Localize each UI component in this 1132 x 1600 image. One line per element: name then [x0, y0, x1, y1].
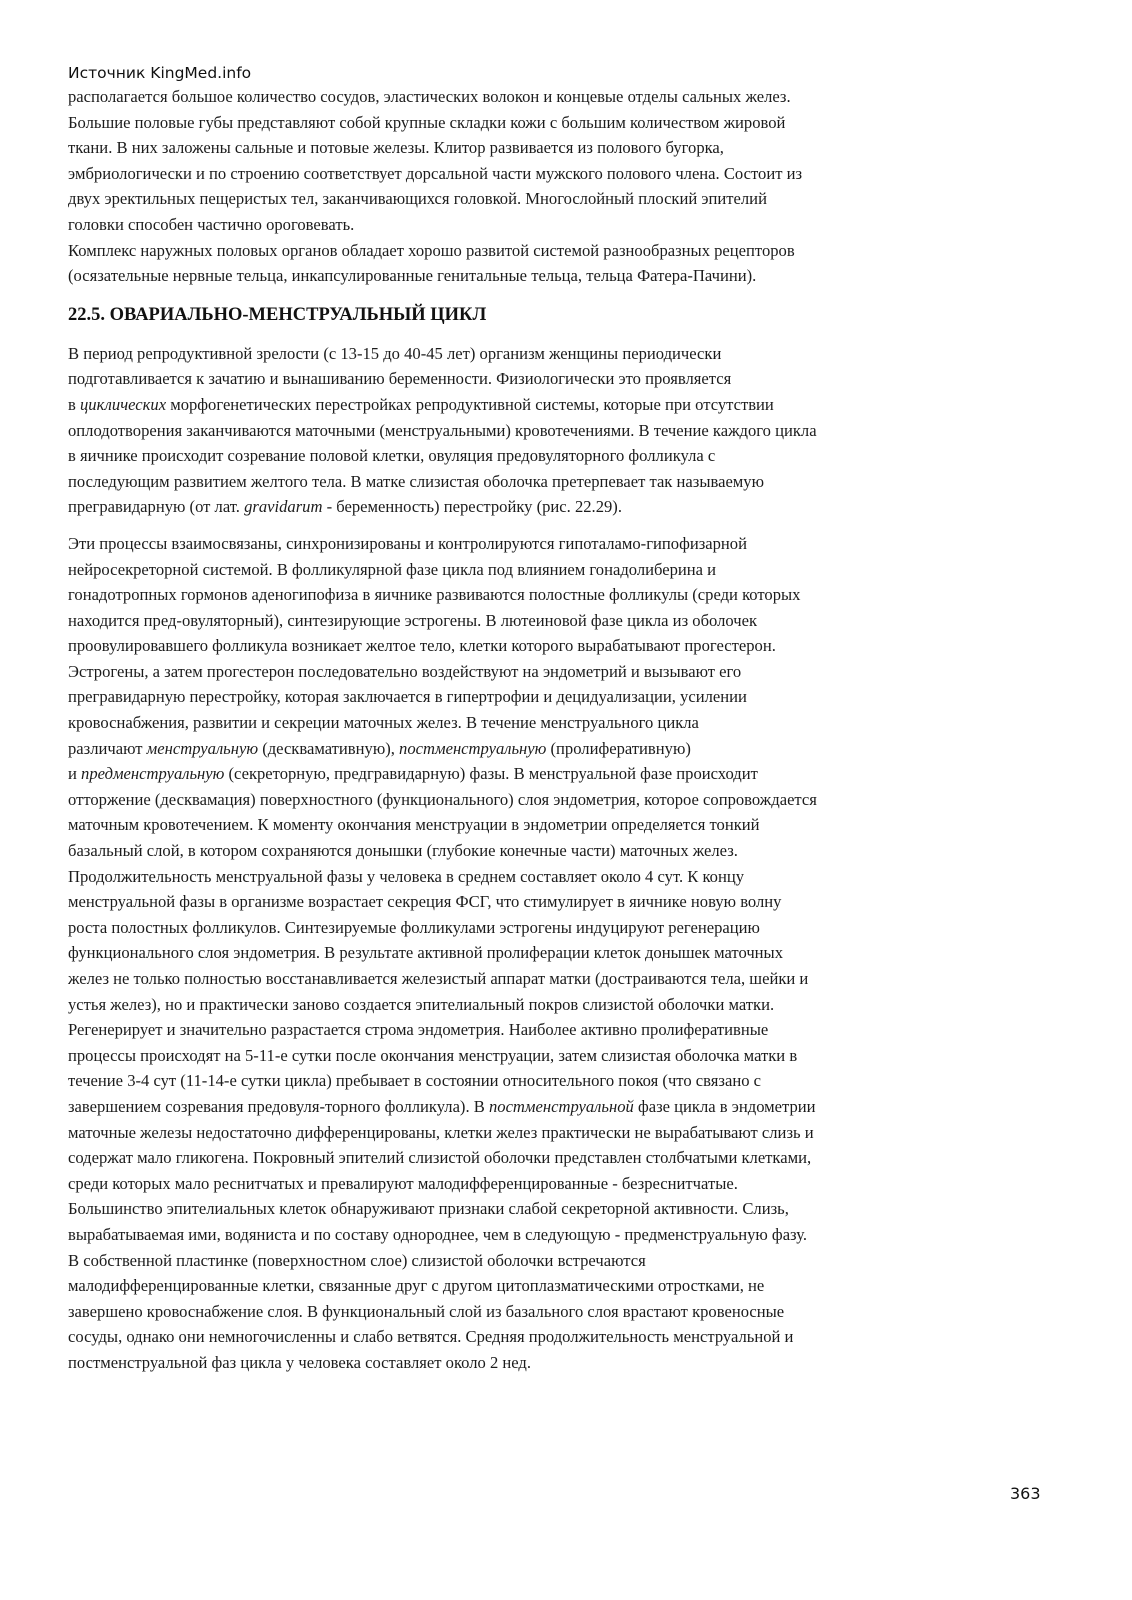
text-line: ткани. В них заложены сальные и потовые железы. Клитор развивается из полового бугорка,	[68, 138, 724, 158]
text-line: подготавливается к зачатию и вынашиванию беременности. Физиологически это проявляется	[68, 369, 732, 389]
italic-term: менструальную	[146, 738, 259, 758]
italic-term: предменструальную	[81, 764, 225, 784]
text-line: (осязательные нервные тельца, инкапсулированные генитальные тельца, тельца Фатера-Пачини).	[68, 266, 757, 286]
section-heading: 22.5. ОВАРИАЛЬНО-МЕНСТРУАЛЬНЫЙ ЦИКЛ	[68, 304, 487, 325]
text-line: функционального слоя эндометрия. В результате активной пролиферации клеток донышек маточных	[68, 943, 784, 963]
text-line: головки способен частично ороговевать.	[68, 214, 355, 234]
text-line: течение 3-4 сут (11-14-е сутки цикла) пребывает в состоянии относительного покоя (что связано с	[68, 1071, 762, 1091]
text-line: В период репродуктивной зрелости (с 13-15 до 40-45 лет) организм женщины периодически	[68, 343, 722, 363]
text-line	[68, 392, 1064, 418]
paragraph-reproductive-maturity	[68, 341, 1064, 520]
text-line: Эти процессы взаимосвязаны, синхронизированы и контролируются гипоталамо-гипофизарной	[68, 533, 747, 553]
italic-term: gravidarum	[244, 497, 323, 517]
italic-term: постменструальную	[399, 738, 547, 758]
text-line: постменструальной фаз цикла у человека составляет около 2 нед.	[68, 1352, 532, 1372]
text-run: - беременность) перестройку (рис. 22.29).	[322, 497, 622, 517]
text-line: базальный слой, в котором сохраняются донышки (глубокие конечные части) маточных желез.	[68, 841, 738, 861]
text-line	[68, 736, 1064, 762]
text-line: гонадотропных гормонов аденогипофиза в яичнике развиваются полостные фолликулы (среди которых	[68, 585, 801, 605]
text-run: (секреторную, предгравидарную) фазы. В менструальной фазе происходит	[224, 764, 758, 784]
text-line: оплодотворения заканчиваются маточными (менструальными) кровотечениями. В течение каждого цикла	[68, 420, 817, 440]
text-line: находится пред-овуляторный), синтезирующие эстрогены. В лютеиновой фазе цикла из оболочек	[68, 610, 758, 630]
text-line	[68, 1094, 1064, 1120]
text-line: процессы происходят на 5-11-е сутки после окончания менструации, затем слизистая оболочка матки в	[68, 1045, 798, 1065]
text-line: В собственной пластинке (поверхностном слое) слизистой оболочки встречаются	[68, 1250, 646, 1270]
text-line: Большие половые губы представляют собой крупные складки кожи с большим количеством жировой	[68, 112, 786, 132]
text-line	[68, 494, 1064, 520]
text-line: желез не только полностью восстанавливается железистый аппарат матки (достраиваются тела, шейки и	[68, 969, 809, 988]
text-run: завершением созревания предовуля-торного фолликула). В	[68, 1096, 489, 1116]
text-line: эмбриологически и по строению соответствует дорсальной части мужского полового члена. Состоит из	[68, 163, 803, 183]
text-line: нейросекреторной системой. В фолликулярной фазе цикла под влиянием гонадолиберина и	[68, 559, 717, 579]
italic-term: постменструальной	[488, 1096, 634, 1116]
text-line: сосуды, однако они немногочисленны и слабо ветвятся. Средняя продолжительность менструальной и	[68, 1327, 794, 1347]
source-header: Источник KingMed.info	[68, 64, 252, 82]
text-line: в яичнике происходит созревание половой клетки, овуляция предовуляторного фолликула с	[68, 446, 716, 466]
text-line: среди которых мало реснитчатых и превалируют малодифференцированные - безреснитчатые.	[68, 1173, 738, 1193]
text-line: двух эректильных пещеристых тел, заканчивающихся головкой. Многослойный плоский эпителий	[68, 189, 767, 209]
text-line: маточные железы недостаточно дифференцированы, клетки желез практически не вырабатывают слизь и	[68, 1122, 814, 1142]
text-line: Регенерирует и значительно разрастается строма эндометрия. Наиболее активно пролиферативные	[68, 1020, 769, 1040]
text-line: Продолжительность менструальной фазы у человека в среднем составляет около 4 сут. К концу	[68, 866, 745, 886]
text-run: и	[68, 764, 82, 784]
text-run: прегравидарную (от лат.	[68, 497, 245, 517]
text-line: Эстрогены, а затем прогестерон последовательно воздействуют на эндометрий и вызывают его	[68, 661, 742, 681]
text-line: располагается большое количество сосудов, эластических волокон и концевые отделы сальных желез.	[68, 87, 791, 106]
text-line: прегравидарную перестройку, которая заключается в гипертрофии и децидуализации, усилении	[68, 687, 747, 707]
paragraph-cycle-regulation	[68, 531, 1064, 1376]
text-run: в	[68, 394, 80, 414]
text-run: морфогенетических перестройках репродуктивной системы, которые при отсутствии	[166, 394, 774, 414]
page-number: 363	[1010, 1484, 1041, 1503]
paragraph-gap	[68, 520, 1064, 531]
text-run: (десквамативную),	[258, 738, 400, 758]
document-page	[68, 62, 1064, 1376]
text-line: Большинство эпителиальных клеток обнаруживают признаки слабой секреторной активности. Слизь,	[68, 1199, 789, 1219]
text-run: различают	[68, 738, 147, 758]
italic-term: циклических	[79, 394, 167, 414]
text-line: менструальной фазы в организме возрастает секреция ФСГ, что стимулирует в яичнике новую волну	[68, 892, 782, 912]
text-line: кровоснабжения, развитии и секреции маточных желез. В течение менструального цикла	[68, 713, 699, 733]
text-line: маточным кровотечением. К моменту окончания менструации в эндометрии определяется тонкий	[68, 815, 760, 835]
text-line: последующим развитием желтого тела. В матке слизистая оболочка претерпевает так называемую	[68, 471, 765, 491]
text-line: вырабатываемая ими, водяниста и по составу однороднее, чем в следующую - предменструальную фазу.	[68, 1224, 808, 1244]
text-line: устья желез), но и практически заново создается эпителиальный покров слизистой оболочки матки.	[68, 994, 775, 1014]
paragraph-external-organs	[68, 84, 1064, 289]
text-line: завершено кровоснабжение слоя. В функциональный слой из базального слоя врастают кровеносные	[68, 1301, 785, 1321]
text-line	[68, 761, 1064, 787]
text-line: содержат мало гликогена. Покровный эпителий слизистой оболочки представлен столбчатыми клетками,	[68, 1148, 812, 1168]
text-run: фазе цикла в эндометрии	[633, 1096, 816, 1116]
text-line: отторжение (десквамация) поверхностного (функционального) слоя эндометрия, которое сопровождается	[68, 789, 817, 809]
text-line: роста полостных фолликулов. Синтезируемые фолликулами эстрогены индуцируют регенерацию	[68, 917, 760, 937]
text-run: (пролиферативную)	[546, 738, 691, 758]
text-line: Комплекс наружных половых органов обладает хорошо развитой системой разнообразных рецепторов	[68, 240, 795, 260]
text-line: проовулировавшего фолликула возникает желтое тело, клетки которого вырабатывают прогестерон.	[68, 636, 776, 656]
text-line: малодифференцированные клетки, связанные друг с другом цитоплазматическими отростками, не	[68, 1276, 765, 1296]
